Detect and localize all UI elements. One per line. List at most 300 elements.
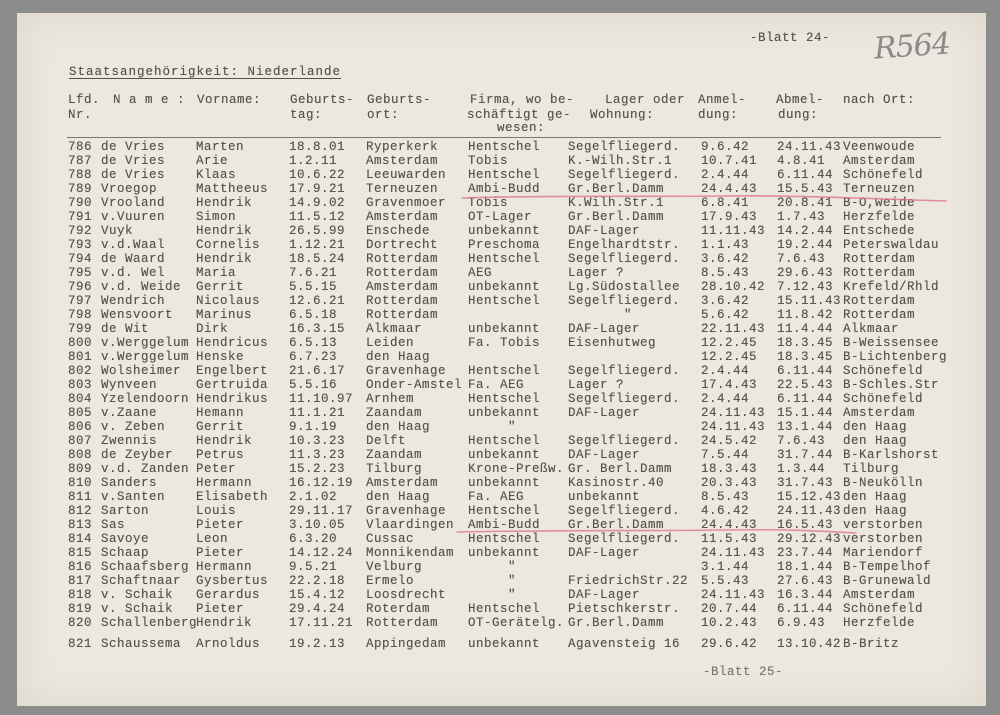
cell-abmeldung: 4.8.41 (777, 154, 826, 168)
cell-geburtstag: 6.7.23 (289, 350, 338, 364)
cell-name: Schaap (101, 546, 150, 560)
cell-geburtstag: 17.9.21 (289, 182, 346, 196)
cell-nr: 797 (68, 294, 93, 308)
section-title: Staatsangehörigkeit: Niederlande (69, 65, 342, 79)
cell-anmeldung: 11.5.43 (701, 532, 758, 546)
cell-anmeldung: 9.6.42 (701, 140, 750, 154)
table-row (0, 322, 1000, 336)
cell-geburtstag: 6.5.18 (289, 308, 338, 322)
cell-name: Vrooland (101, 196, 166, 210)
cell-name: Schaftnaar (101, 574, 182, 588)
cell-abmeldung: 18.3.45 (777, 350, 834, 364)
cell-anmeldung: 5.5.43 (701, 574, 750, 588)
table-row (0, 504, 1000, 518)
cell-firma: Preschoma (468, 238, 541, 252)
cell-nr: 789 (68, 182, 93, 196)
cell-geburtsort: Zaandam (366, 448, 423, 462)
cell-nr: 812 (68, 504, 93, 518)
column-header-nach-ort: nach Ort: (843, 93, 916, 107)
cell-geburtsort: Appingedam (366, 637, 447, 651)
cell-nr: 814 (68, 532, 93, 546)
cell-anmeldung: 11.11.43 (701, 224, 766, 238)
cell-firma: " (508, 588, 517, 602)
sheet-number-top: -Blatt 24- (750, 31, 831, 45)
cell-nr: 795 (68, 266, 93, 280)
cell-vorname: Gerrit (196, 420, 245, 434)
cell-anmeldung: 4.6.42 (701, 504, 750, 518)
cell-firma: unbekannt (468, 224, 541, 238)
cell-geburtsort: Monnikendam (366, 546, 455, 560)
cell-abmeldung: 18.3.45 (777, 336, 834, 350)
cell-anmeldung: 10.7.41 (701, 154, 758, 168)
cell-lager: Gr.Berl.Damm (568, 210, 665, 224)
cell-nach-ort: Terneuzen (843, 182, 916, 196)
column-header-anmeldung: dung: (698, 108, 739, 122)
cell-geburtsort: Rotterdam (366, 616, 439, 630)
cell-vorname: Hermann (196, 476, 253, 490)
cell-geburtsort: Rotterdam (366, 266, 439, 280)
cell-geburtstag: 6.3.20 (289, 532, 338, 546)
table-row (0, 350, 1000, 364)
cell-firma: Krone-Preßw. (468, 462, 565, 476)
cell-name: v. Zeben (101, 420, 166, 434)
cell-anmeldung: 12.2.45 (701, 350, 758, 364)
table-row (0, 476, 1000, 490)
cell-name: Wensvoort (101, 308, 174, 322)
cell-lager: Segelfliegerd. (568, 532, 681, 546)
cell-name: v.d.Waal (101, 238, 166, 252)
cell-lager: Lg.Südostallee (568, 280, 681, 294)
cell-firma: Hentschel (468, 168, 541, 182)
table-row (0, 420, 1000, 434)
cell-abmeldung: 7.6.43 (777, 252, 826, 266)
cell-geburtstag: 21.6.17 (289, 364, 346, 378)
cell-geburtsort: Onder-Amstel (366, 378, 463, 392)
cell-nach-ort: B-Weissensee (843, 336, 940, 350)
cell-name: v. Schaik (101, 602, 174, 616)
cell-vorname: Arnoldus (196, 637, 261, 651)
cell-nach-ort: Schönefeld (843, 602, 924, 616)
cell-firma: unbekannt (468, 546, 541, 560)
cell-firma: OT-Gerätelg. (468, 616, 565, 630)
cell-geburtstag: 10.3.23 (289, 434, 346, 448)
table-row (0, 448, 1000, 462)
cell-geburtstag: 12.6.21 (289, 294, 346, 308)
cell-geburtstag: 3.10.05 (289, 518, 346, 532)
cell-abmeldung: 16.3.44 (777, 588, 834, 602)
cell-nach-ort: Rotterdam (843, 294, 916, 308)
cell-geburtsort: Vlaardingen (366, 518, 455, 532)
cell-anmeldung: 28.10.42 (701, 280, 766, 294)
cell-firma: Hentschel (468, 504, 541, 518)
table-row (0, 140, 1000, 154)
cell-nr: 801 (68, 350, 93, 364)
cell-vorname: Hendrik (196, 434, 253, 448)
cell-geburtstag: 11.1.21 (289, 406, 346, 420)
cell-vorname: Cornelis (196, 238, 261, 252)
table-row (0, 238, 1000, 252)
cell-vorname: Gertruida (196, 378, 269, 392)
cell-name: Savoye (101, 532, 150, 546)
cell-abmeldung: 18.1.44 (777, 560, 834, 574)
cell-nach-ort: Mariendorf (843, 546, 924, 560)
cell-nach-ort: B-Tempelhof (843, 560, 932, 574)
cell-anmeldung: 3.6.42 (701, 294, 750, 308)
cell-nr: 793 (68, 238, 93, 252)
table-row (0, 378, 1000, 392)
cell-abmeldung: 6.11.44 (777, 602, 834, 616)
table-row (0, 532, 1000, 546)
handwritten-archive-mark: R564 (872, 26, 951, 67)
cell-nach-ort: Amsterdam (843, 588, 916, 602)
table-row (0, 560, 1000, 574)
cell-lager: Segelfliegerd. (568, 504, 681, 518)
cell-lager: K.Wilh.Str.1 (568, 196, 665, 210)
table-row (0, 602, 1000, 616)
cell-firma: OT-Lager (468, 210, 533, 224)
cell-firma: Fa. AEG (468, 378, 525, 392)
cell-lager: Gr.Berl.Damm (568, 616, 665, 630)
cell-abmeldung: 14.2.44 (777, 224, 834, 238)
cell-nach-ort: Peterswaldau (843, 238, 940, 252)
cell-name: v.Werggelum (101, 350, 190, 364)
cell-vorname: Hendrik (196, 196, 253, 210)
cell-nach-ort: B-Schles.Str (843, 378, 940, 392)
cell-name: Sanders (101, 476, 158, 490)
cell-anmeldung: 2.4.44 (701, 392, 750, 406)
cell-firma: Hentschel (468, 602, 541, 616)
cell-vorname: Klaas (196, 168, 237, 182)
cell-firma: Hentschel (468, 532, 541, 546)
cell-nach-ort: den Haag (843, 490, 908, 504)
column-header-firma: Firma, wo be- (470, 93, 575, 107)
cell-firma: unbekannt (468, 322, 541, 336)
cell-geburtsort: Leeuwarden (366, 168, 447, 182)
column-header-lager: Lager oder (605, 93, 686, 107)
cell-lager: Segelfliegerd. (568, 364, 681, 378)
table-row (0, 518, 1000, 532)
cell-anmeldung: 24.5.42 (701, 434, 758, 448)
cell-anmeldung: 5.6.42 (701, 308, 750, 322)
cell-lager: Segelfliegerd. (568, 140, 681, 154)
cell-anmeldung: 29.6.42 (701, 637, 758, 651)
cell-nr: 786 (68, 140, 93, 154)
table-row (0, 224, 1000, 238)
cell-name: Sas (101, 518, 126, 532)
cell-vorname: Mattheeus (196, 182, 269, 196)
cell-anmeldung: 6.8.41 (701, 196, 750, 210)
cell-nach-ort: verstorben (843, 532, 924, 546)
column-header-geburtsort: Geburts- (367, 93, 432, 107)
column-header-nr: Nr. (68, 108, 93, 122)
cell-geburtstag: 16.12.19 (289, 476, 354, 490)
column-header-geburtstag: Geburts- (290, 93, 355, 107)
cell-nr: 800 (68, 336, 93, 350)
table-row (0, 182, 1000, 196)
cell-firma: " (508, 420, 517, 434)
cell-lager: Segelfliegerd. (568, 294, 681, 308)
cell-geburtsort: Ryperkerk (366, 140, 439, 154)
cell-vorname: Pieter (196, 602, 245, 616)
table-row (0, 462, 1000, 476)
cell-name: Wendrich (101, 294, 166, 308)
column-header-firma: schäftigt ge- (467, 108, 572, 122)
cell-lager: DAF-Lager (568, 224, 641, 238)
table-row (0, 168, 1000, 182)
cell-lager: DAF-Lager (568, 406, 641, 420)
cell-nr: 802 (68, 364, 93, 378)
cell-vorname: Nicolaus (196, 294, 261, 308)
cell-abmeldung: 24.11.43 (777, 140, 842, 154)
cell-abmeldung: 29.12.43 (777, 532, 842, 546)
cell-abmeldung: 6.11.44 (777, 364, 834, 378)
cell-nr: 815 (68, 546, 93, 560)
cell-firma: AEG (468, 266, 493, 280)
cell-firma: unbekannt (468, 476, 541, 490)
cell-geburtstag: 2.1.02 (289, 490, 338, 504)
cell-name: v.d. Zanden (101, 462, 190, 476)
cell-geburtstag: 5.5.15 (289, 280, 338, 294)
cell-geburtsort: Amsterdam (366, 210, 439, 224)
cell-anmeldung: 3.6.42 (701, 252, 750, 266)
cell-nr: 791 (68, 210, 93, 224)
cell-abmeldung: 31.7.44 (777, 448, 834, 462)
cell-vorname: Hendrik (196, 224, 253, 238)
cell-firma: Hentschel (468, 140, 541, 154)
cell-geburtsort: Gravenhage (366, 504, 447, 518)
cell-anmeldung: 24.11.43 (701, 588, 766, 602)
cell-geburtstag: 5.5.16 (289, 378, 338, 392)
table-row (0, 210, 1000, 224)
cell-nr: 808 (68, 448, 93, 462)
cell-name: v.Santen (101, 490, 166, 504)
cell-nr: 805 (68, 406, 93, 420)
column-header-anmeldung: Anmel- (698, 93, 747, 107)
cell-lager: DAF-Lager (568, 546, 641, 560)
cell-nr: 807 (68, 434, 93, 448)
cell-name: Wynveen (101, 378, 158, 392)
cell-firma: Tobis (468, 154, 509, 168)
cell-firma: unbekannt (468, 406, 541, 420)
cell-name: Vuyk (101, 224, 134, 238)
cell-geburtstag: 11.10.97 (289, 392, 354, 406)
cell-geburtstag: 11.5.12 (289, 210, 346, 224)
cell-geburtsort: den Haag (366, 490, 431, 504)
cell-geburtsort: Terneuzen (366, 182, 439, 196)
table-row (0, 364, 1000, 378)
cell-nach-ort: Schönefeld (843, 392, 924, 406)
cell-name: v.Zaane (101, 406, 158, 420)
cell-firma: Ambi-Budd (468, 518, 541, 532)
cell-nach-ort: verstorben (843, 518, 924, 532)
cell-geburtstag: 29.11.17 (289, 504, 354, 518)
cell-vorname: Henske (196, 350, 245, 364)
cell-lager: Gr.Berl.Damm (568, 518, 665, 532)
cell-abmeldung: 20.8.41 (777, 196, 834, 210)
cell-firma: Hentschel (468, 434, 541, 448)
cell-firma: Hentschel (468, 364, 541, 378)
cell-nr: 794 (68, 252, 93, 266)
cell-nach-ort: den Haag (843, 504, 908, 518)
cell-nach-ort: Amsterdam (843, 406, 916, 420)
cell-anmeldung: 24.11.43 (701, 420, 766, 434)
cell-nach-ort: B-O,weide (843, 196, 916, 210)
cell-nr: 820 (68, 616, 93, 630)
cell-abmeldung: 22.5.43 (777, 378, 834, 392)
column-header-lager: Wohnung: (590, 108, 655, 122)
cell-vorname: Marten (196, 140, 245, 154)
cell-geburtsort: Roterdam (366, 602, 431, 616)
cell-name: Vroegop (101, 182, 158, 196)
cell-firma: Tobis (468, 196, 509, 210)
cell-name: v.d. Weide (101, 280, 182, 294)
cell-abmeldung: 13.1.44 (777, 420, 834, 434)
cell-anmeldung: 20.7.44 (701, 602, 758, 616)
cell-geburtsort: Dortrecht (366, 238, 439, 252)
cell-abmeldung: 15.5.43 (777, 182, 834, 196)
cell-name: Zwennis (101, 434, 158, 448)
table-row (0, 252, 1000, 266)
cell-firma: unbekannt (468, 280, 541, 294)
cell-nr: 787 (68, 154, 93, 168)
cell-lager: Segelfliegerd. (568, 434, 681, 448)
cell-geburtstag: 15.2.23 (289, 462, 346, 476)
cell-lager: " (624, 308, 633, 322)
cell-geburtstag: 17.11.21 (289, 616, 354, 630)
cell-nr: 817 (68, 574, 93, 588)
cell-anmeldung: 24.11.43 (701, 546, 766, 560)
cell-geburtstag: 29.4.24 (289, 602, 346, 616)
cell-nr: 818 (68, 588, 93, 602)
cell-lager: Pietschkerstr. (568, 602, 681, 616)
column-header-name: N a m e : (113, 93, 186, 107)
cell-anmeldung: 24.11.43 (701, 406, 766, 420)
cell-lager: Segelfliegerd. (568, 168, 681, 182)
cell-anmeldung: 18.3.43 (701, 462, 758, 476)
cell-name: de Vries (101, 168, 166, 182)
cell-abmeldung: 15.11.43 (777, 294, 842, 308)
cell-nach-ort: B-Lichtenberg (843, 350, 948, 364)
table-row (0, 308, 1000, 322)
cell-geburtsort: Delft (366, 434, 407, 448)
cell-name: Wolsheimer (101, 364, 182, 378)
cell-nr: 816 (68, 560, 93, 574)
column-header-abmeldung: dung: (778, 108, 819, 122)
cell-nr: 804 (68, 392, 93, 406)
cell-nach-ort: Rotterdam (843, 266, 916, 280)
cell-nr: 792 (68, 224, 93, 238)
cell-abmeldung: 11.8.42 (777, 308, 834, 322)
cell-abmeldung: 13.10.42 (777, 637, 842, 651)
cell-geburtsort: Rotterdam (366, 252, 439, 266)
cell-nach-ort: den Haag (843, 420, 908, 434)
cell-anmeldung: 17.9.43 (701, 210, 758, 224)
cell-name: Schaussema (101, 637, 182, 651)
cell-abmeldung: 11.4.44 (777, 322, 834, 336)
table-row (0, 588, 1000, 602)
cell-lager: Lager ? (568, 378, 625, 392)
cell-nach-ort: den Haag (843, 434, 908, 448)
cell-vorname: Simon (196, 210, 237, 224)
cell-geburtsort: den Haag (366, 420, 431, 434)
cell-geburtsort: Amsterdam (366, 280, 439, 294)
cell-vorname: Pieter (196, 546, 245, 560)
cell-name: de Wit (101, 322, 150, 336)
cell-firma: " (508, 574, 517, 588)
cell-firma: Fa. Tobis (468, 336, 541, 350)
cell-vorname: Leon (196, 532, 229, 546)
cell-nach-ort: Amsterdam (843, 154, 916, 168)
cell-vorname: Hermann (196, 560, 253, 574)
cell-vorname: Gerrit (196, 280, 245, 294)
cell-anmeldung: 3.1.44 (701, 560, 750, 574)
cell-anmeldung: 17.4.43 (701, 378, 758, 392)
cell-nach-ort: Herzfelde (843, 210, 916, 224)
cell-lager: DAF-Lager (568, 322, 641, 336)
cell-firma: Hentschel (468, 392, 541, 406)
table-row (0, 154, 1000, 168)
cell-geburtsort: Gravenhage (366, 364, 447, 378)
cell-firma: Fa. AEG (468, 490, 525, 504)
table-row (0, 637, 1000, 651)
cell-nr: 813 (68, 518, 93, 532)
cell-geburtstag: 9.5.21 (289, 560, 338, 574)
cell-geburtsort: Ermelo (366, 574, 415, 588)
cell-geburtstag: 1.12.21 (289, 238, 346, 252)
cell-vorname: Peter (196, 462, 237, 476)
cell-nach-ort: Schönefeld (843, 364, 924, 378)
cell-name: Schaafsberg (101, 560, 190, 574)
cell-geburtsort: Leiden (366, 336, 415, 350)
cell-geburtsort: Tilburg (366, 462, 423, 476)
cell-firma: unbekannt (468, 448, 541, 462)
cell-abmeldung: 15.12.43 (777, 490, 842, 504)
cell-nach-ort: Veenwoude (843, 140, 916, 154)
cell-anmeldung: 20.3.43 (701, 476, 758, 490)
cell-firma: Ambi-Budd (468, 182, 541, 196)
cell-anmeldung: 8.5.43 (701, 266, 750, 280)
cell-nach-ort: Entschede (843, 224, 916, 238)
cell-nach-ort: Herzfelde (843, 616, 916, 630)
table-row (0, 266, 1000, 280)
cell-vorname: Elisabeth (196, 490, 269, 504)
cell-abmeldung: 31.7.43 (777, 476, 834, 490)
cell-anmeldung: 2.4.44 (701, 364, 750, 378)
cell-firma: Hentschel (468, 252, 541, 266)
cell-nr: 803 (68, 378, 93, 392)
table-row (0, 616, 1000, 630)
cell-vorname: Petrus (196, 448, 245, 462)
cell-abmeldung: 1.3.44 (777, 462, 826, 476)
cell-anmeldung: 22.11.43 (701, 322, 766, 336)
cell-geburtstag: 19.2.13 (289, 637, 346, 651)
cell-geburtsort: Gravenmoer (366, 196, 447, 210)
cell-vorname: Dirk (196, 322, 229, 336)
cell-vorname: Pieter (196, 518, 245, 532)
cell-geburtstag: 18.5.24 (289, 252, 346, 266)
column-header-vorname: Vorname: (197, 93, 262, 107)
cell-vorname: Engelbert (196, 364, 269, 378)
cell-geburtstag: 9.1.19 (289, 420, 338, 434)
cell-lager: Gr.Berl.Damm (568, 182, 665, 196)
cell-name: de Vries (101, 154, 166, 168)
cell-nach-ort: Alkmaar (843, 322, 900, 336)
cell-geburtsort: Velburg (366, 560, 423, 574)
cell-vorname: Maria (196, 266, 237, 280)
cell-nach-ort: Rotterdam (843, 252, 916, 266)
cell-vorname: Gysbertus (196, 574, 269, 588)
cell-firma: Hentschel (468, 294, 541, 308)
